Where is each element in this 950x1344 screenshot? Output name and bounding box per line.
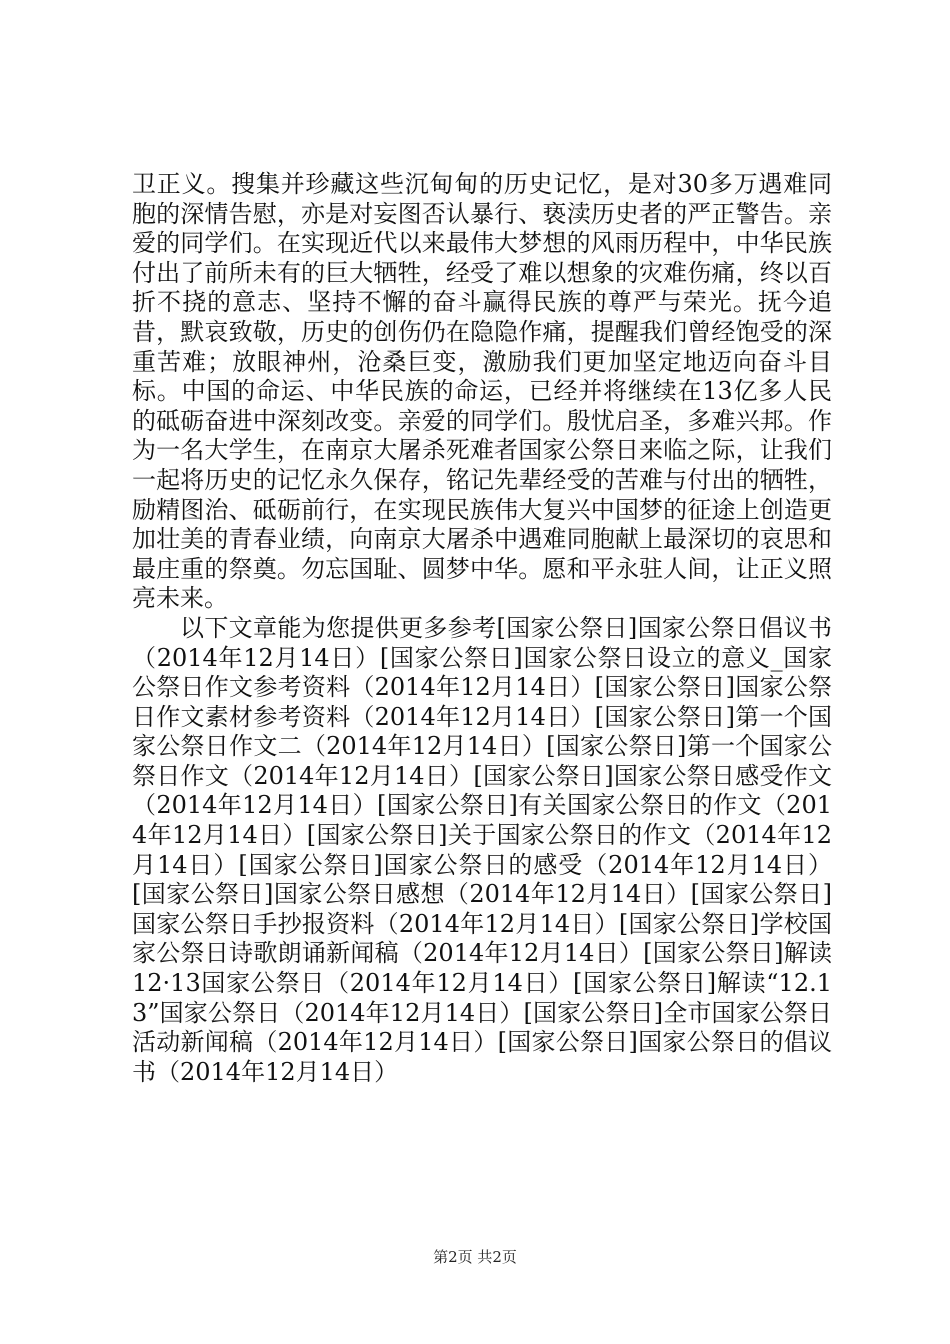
- paragraph-2: 以下文章能为您提供更多参考[国家公祭日]国家公祭日倡议书（2014年12月14日）[国家公祭日]国家公祭日设立的意义_国家公祭日作文参考资料（2014年12月14日）[国家公祭日]国家公祭日作文素材参考资料（2014年12月14日）[国家公祭日]第一个国家公祭日作文二（2014年12月14日）[国家公祭日]第一个国家公祭日作文（2014年12月14日）[国家公祭日]国家公祭日感受作文（2014年12月14日）[国家公祭日]有关国家公祭日的作文（2014年12月14日）[国家公祭日]关于国家公祭日的作文（2014年12月14日）[国家公祭日]国家公祭日的感受（2014年12月14日）[国家公祭日]国家公祭日感想（2014年12月14日）[国家公祭日]国家公祭日手抄报资料（2014年12月14日）[国家公祭日]学校国家公祭日诗歌朗诵新闻稿（2014年12月14日）[国家公祭日]解读12·13国家公祭日（2014年12月14日）[国家公祭日]解读“12.13”国家公祭日（2014年12月14日）[国家公祭日]全市国家公祭日活动新闻稿（2014年12月14日）[国家公祭日]国家公祭日的倡议书（2014年12月14日）: [132, 613, 832, 1086]
- page-number-footer: 第2页 共2页: [433, 1248, 517, 1266]
- paragraph-1: 卫正义。搜集并珍藏这些沉甸甸的历史记忆，是对30多万遇难同胞的深情告慰，亦是对妄图否认暴行、亵渎历史者的严正警告。亲爱的同学们。在实现近代以来最伟大梦想的风雨历程中，中华民族付出了前所未有的巨大牺牲，经受了难以想象的灾难伤痛，终以百折不挠的意志、坚持不懈的奋斗赢得民族的尊严与荣光。抚今追昔，默哀致敬，历史的创伤仍在隐隐作痛，提醒我们曾经饱受的深重苦难；放眼神州，沧桑巨变，激励我们更加坚定地迈向奋斗目标。中国的命运、中华民族的命运，已经并将继续在13亿多人民的砥砺奋进中深刻改变。亲爱的同学们。殷忧启圣，多难兴邦。作为一名大学生，在南京大屠杀死难者国家公祭日来临之际，让我们一起将历史的记忆永久保存，铭记先辈经受的苦难与付出的牺牲，励精图治、砥砺前行，在实现民族伟大复兴中国梦的征途上创造更加壮美的青春业绩，向南京大屠杀中遇难同胞献上最深切的哀思和最庄重的祭奠。勿忘国耻、圆梦中华。愿和平永驻人间，让正义照亮未来。: [132, 170, 832, 613]
- document-body: [132, 170, 832, 1087]
